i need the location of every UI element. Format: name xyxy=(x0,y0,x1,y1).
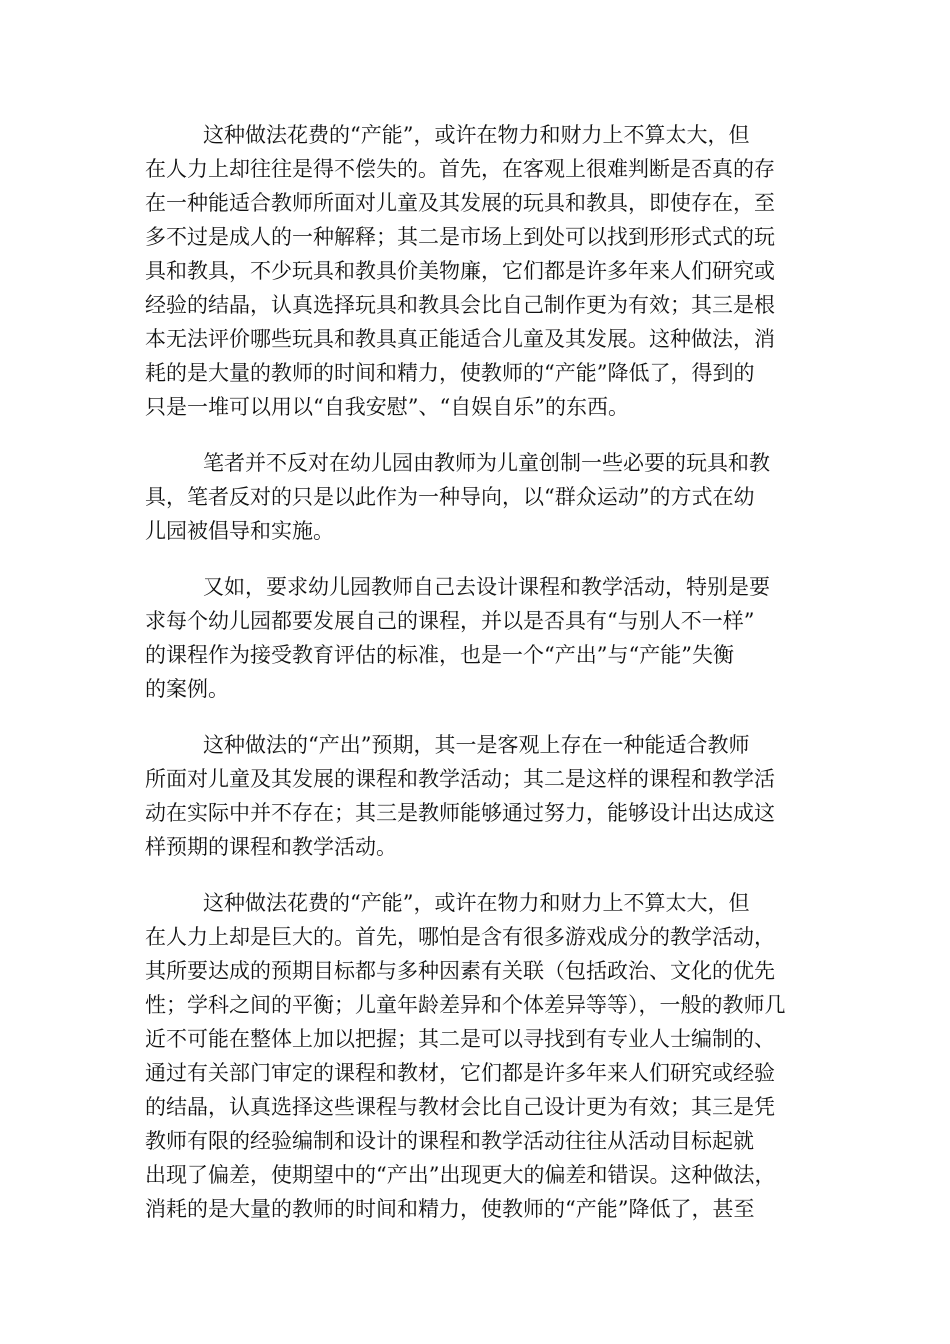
text-line: 只是一堆可以用以“自我安慰”、“自娱自乐”的东西。 xyxy=(145,395,629,419)
text-line: 教师有限的经验编制和设计的课程和教学活动往往从活动目标起就 xyxy=(145,1129,754,1153)
text-line: 在人力上却往往是得不偿失的。首先，在客观上很难判断是否真的存 xyxy=(145,157,775,181)
text-line: 经验的结晶，认真选择玩具和教具会比自己制作更为有效；其三是根 xyxy=(145,293,775,317)
text-line: 的课程作为接受教育评估的标准，也是一个“产出”与“产能”失衡 xyxy=(145,643,734,667)
text-line: 其所要达成的预期目标都与多种因素有关联（包括政治、文化的优先 xyxy=(145,959,775,983)
text-line: 出现了偏差，使期望中的“产出”出现更大的偏差和错误。这种做法， xyxy=(145,1163,776,1187)
text-line: 的结晶，认真选择这些课程与教材会比自己设计更为有效；其三是凭 xyxy=(145,1095,775,1119)
text-line: 求每个幼儿园都要发展自己的课程，并以是否具有“与别人不一样” xyxy=(145,609,755,633)
text-line: 的案例。 xyxy=(145,677,229,701)
text-line: 消耗的是大量的教师的时间和精力，使教师的“产能”降低了，甚至 xyxy=(145,1197,755,1221)
text-line: 近不可能在整体上加以把握；其二是可以寻找到有专业人士编制的、 xyxy=(145,1027,775,1051)
paragraph-1 xyxy=(145,118,825,424)
text-line: 动在实际中并不存在；其三是教师能够通过努力，能够设计出达成这 xyxy=(145,801,775,825)
paragraph-2 xyxy=(145,446,825,548)
text-line: 在人力上却是巨大的。首先，哪怕是含有很多游戏成分的教学活动， xyxy=(145,925,775,949)
text-line: 又如，要求幼儿园教师自己去设计课程和教学活动，特别是要 xyxy=(203,575,770,599)
text-line: 本无法评价哪些玩具和教具真正能适合儿童及其发展。这种做法，消 xyxy=(145,327,775,351)
text-line: 性；学科之间的平衡；儿童年龄差异和个体差异等等），一般的教师几 xyxy=(145,993,786,1017)
text-line: 笔者并不反对在幼儿园由教师为儿童创制一些必要的玩具和教 xyxy=(203,451,770,475)
text-line: 这种做法花费的“产能”，或许在物力和财力上不算太大，但 xyxy=(203,891,750,915)
text-line: 样预期的课程和教学活动。 xyxy=(145,835,397,859)
paragraph-5 xyxy=(145,886,825,1226)
text-line: 具和教具，不少玩具和教具价美物廉，它们都是许多年来人们研究或 xyxy=(145,259,775,283)
text-line: 这种做法花费的“产能”，或许在物力和财力上不算太大，但 xyxy=(203,123,750,147)
paragraph-3 xyxy=(145,570,825,706)
text-line: 通过有关部门审定的课程和教材，它们都是许多年来人们研究或经验 xyxy=(145,1061,775,1085)
text-line: 所面对儿童及其发展的课程和教学活动；其二是这样的课程和教学活 xyxy=(145,767,775,791)
document-body xyxy=(145,118,825,1248)
paragraph-4 xyxy=(145,728,825,864)
text-line: 耗的是大量的教师的时间和精力，使教师的“产能”降低了，得到的 xyxy=(145,361,755,385)
text-line: 具，笔者反对的只是以此作为一种导向，以“群众运动”的方式在幼 xyxy=(145,485,755,509)
text-line: 这种做法的“产出”预期，其一是客观上存在一种能适合教师 xyxy=(203,733,750,757)
text-line: 在一种能适合教师所面对儿童及其发展的玩具和教具，即使存在，至 xyxy=(145,191,775,215)
text-line: 儿园被倡导和实施。 xyxy=(145,519,334,543)
text-line: 多不过是成人的一种解释；其二是市场上到处可以找到形形式式的玩 xyxy=(145,225,775,249)
